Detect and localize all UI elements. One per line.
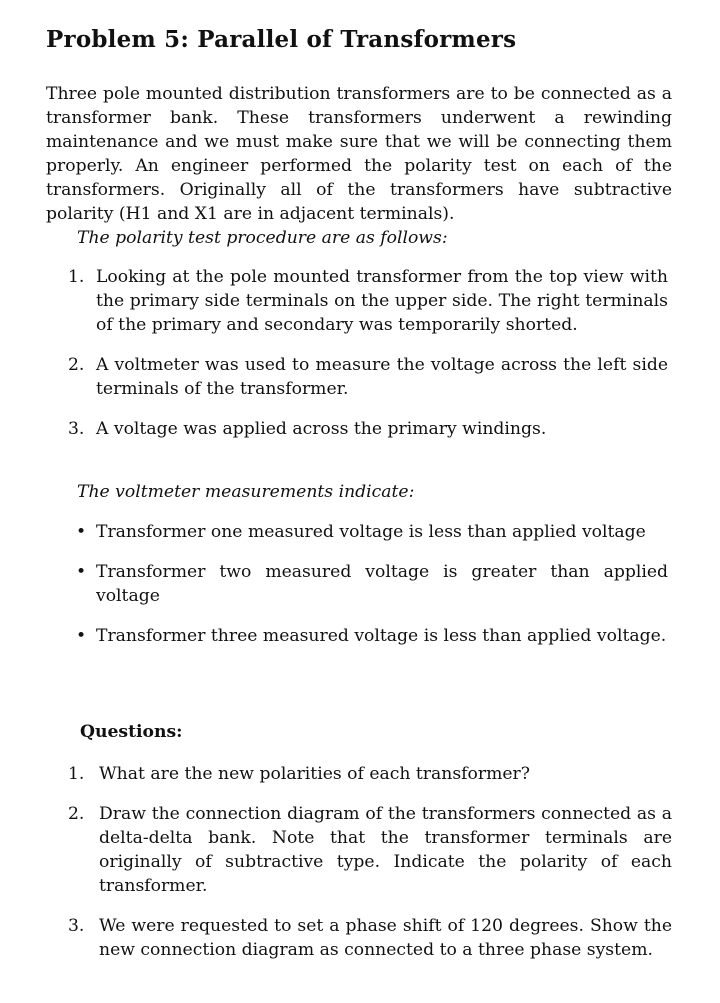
procedure-step	[46, 265, 668, 337]
question-item	[46, 762, 672, 786]
step-text: A voltage was applied across the primary windings.	[96, 419, 547, 439]
measurement-item	[46, 560, 668, 608]
measurement-text: Transformer three measured voltage is less than applied voltage.	[96, 626, 667, 646]
bullet-icon: •	[76, 626, 87, 646]
procedure-step	[46, 417, 668, 441]
step-number: 2.	[68, 355, 85, 375]
measurements-heading: The voltmeter measurements indicate:	[77, 482, 415, 502]
step-text: Looking at the pole mounted transformer from the top view with the primary side terminals on the upper side. The right terminals of the primary and secondary was temporarily shorted.	[96, 267, 668, 335]
question-item	[46, 802, 672, 898]
question-number: 1.	[68, 764, 85, 784]
step-number: 3.	[68, 419, 85, 439]
bullet-icon: •	[76, 562, 87, 582]
procedure-heading: The polarity test procedure are as follows:	[77, 228, 448, 248]
question-text: We were requested to set a phase shift of 120 degrees. Show the new connection diagram as connected to a three phase system.	[99, 916, 672, 960]
question-number: 3.	[68, 916, 85, 936]
problem-title: Problem 5: Parallel of Transformers	[46, 26, 517, 53]
measurement-item	[46, 520, 668, 544]
questions-heading: Questions:	[80, 722, 183, 742]
question-text: What are the new polarities of each transformer?	[99, 764, 530, 784]
question-text: Draw the connection diagram of the transformers connected as a delta-delta bank. Note that the transformer terminals are originally of subtractive type. Indicate the polarity of each transformer.	[99, 804, 672, 896]
bullet-icon: •	[76, 522, 87, 542]
procedure-step	[46, 353, 668, 401]
measurement-text: Transformer two measured voltage is greater than applied voltage	[96, 562, 668, 606]
intro-paragraph: Three pole mounted distribution transformers are to be connected as a transformer bank. These transformers underwent a rewinding maintenance and we must make sure that we will be connecting them properly. An engineer performed the polarity test on each of the transformers. Originally all of the transformers have subtractive polarity (H1 and X1 are in adjacent terminals).	[46, 84, 672, 224]
question-number: 2.	[68, 804, 85, 824]
questions-list	[46, 762, 672, 978]
procedure-list	[46, 265, 668, 457]
measurements-list	[46, 520, 668, 664]
measurement-text: Transformer one measured voltage is less than applied voltage	[96, 522, 646, 542]
question-item	[46, 914, 672, 962]
step-text: A voltmeter was used to measure the voltage across the left side terminals of the transformer.	[96, 355, 668, 399]
step-number: 1.	[68, 267, 85, 287]
measurement-item	[46, 624, 668, 648]
